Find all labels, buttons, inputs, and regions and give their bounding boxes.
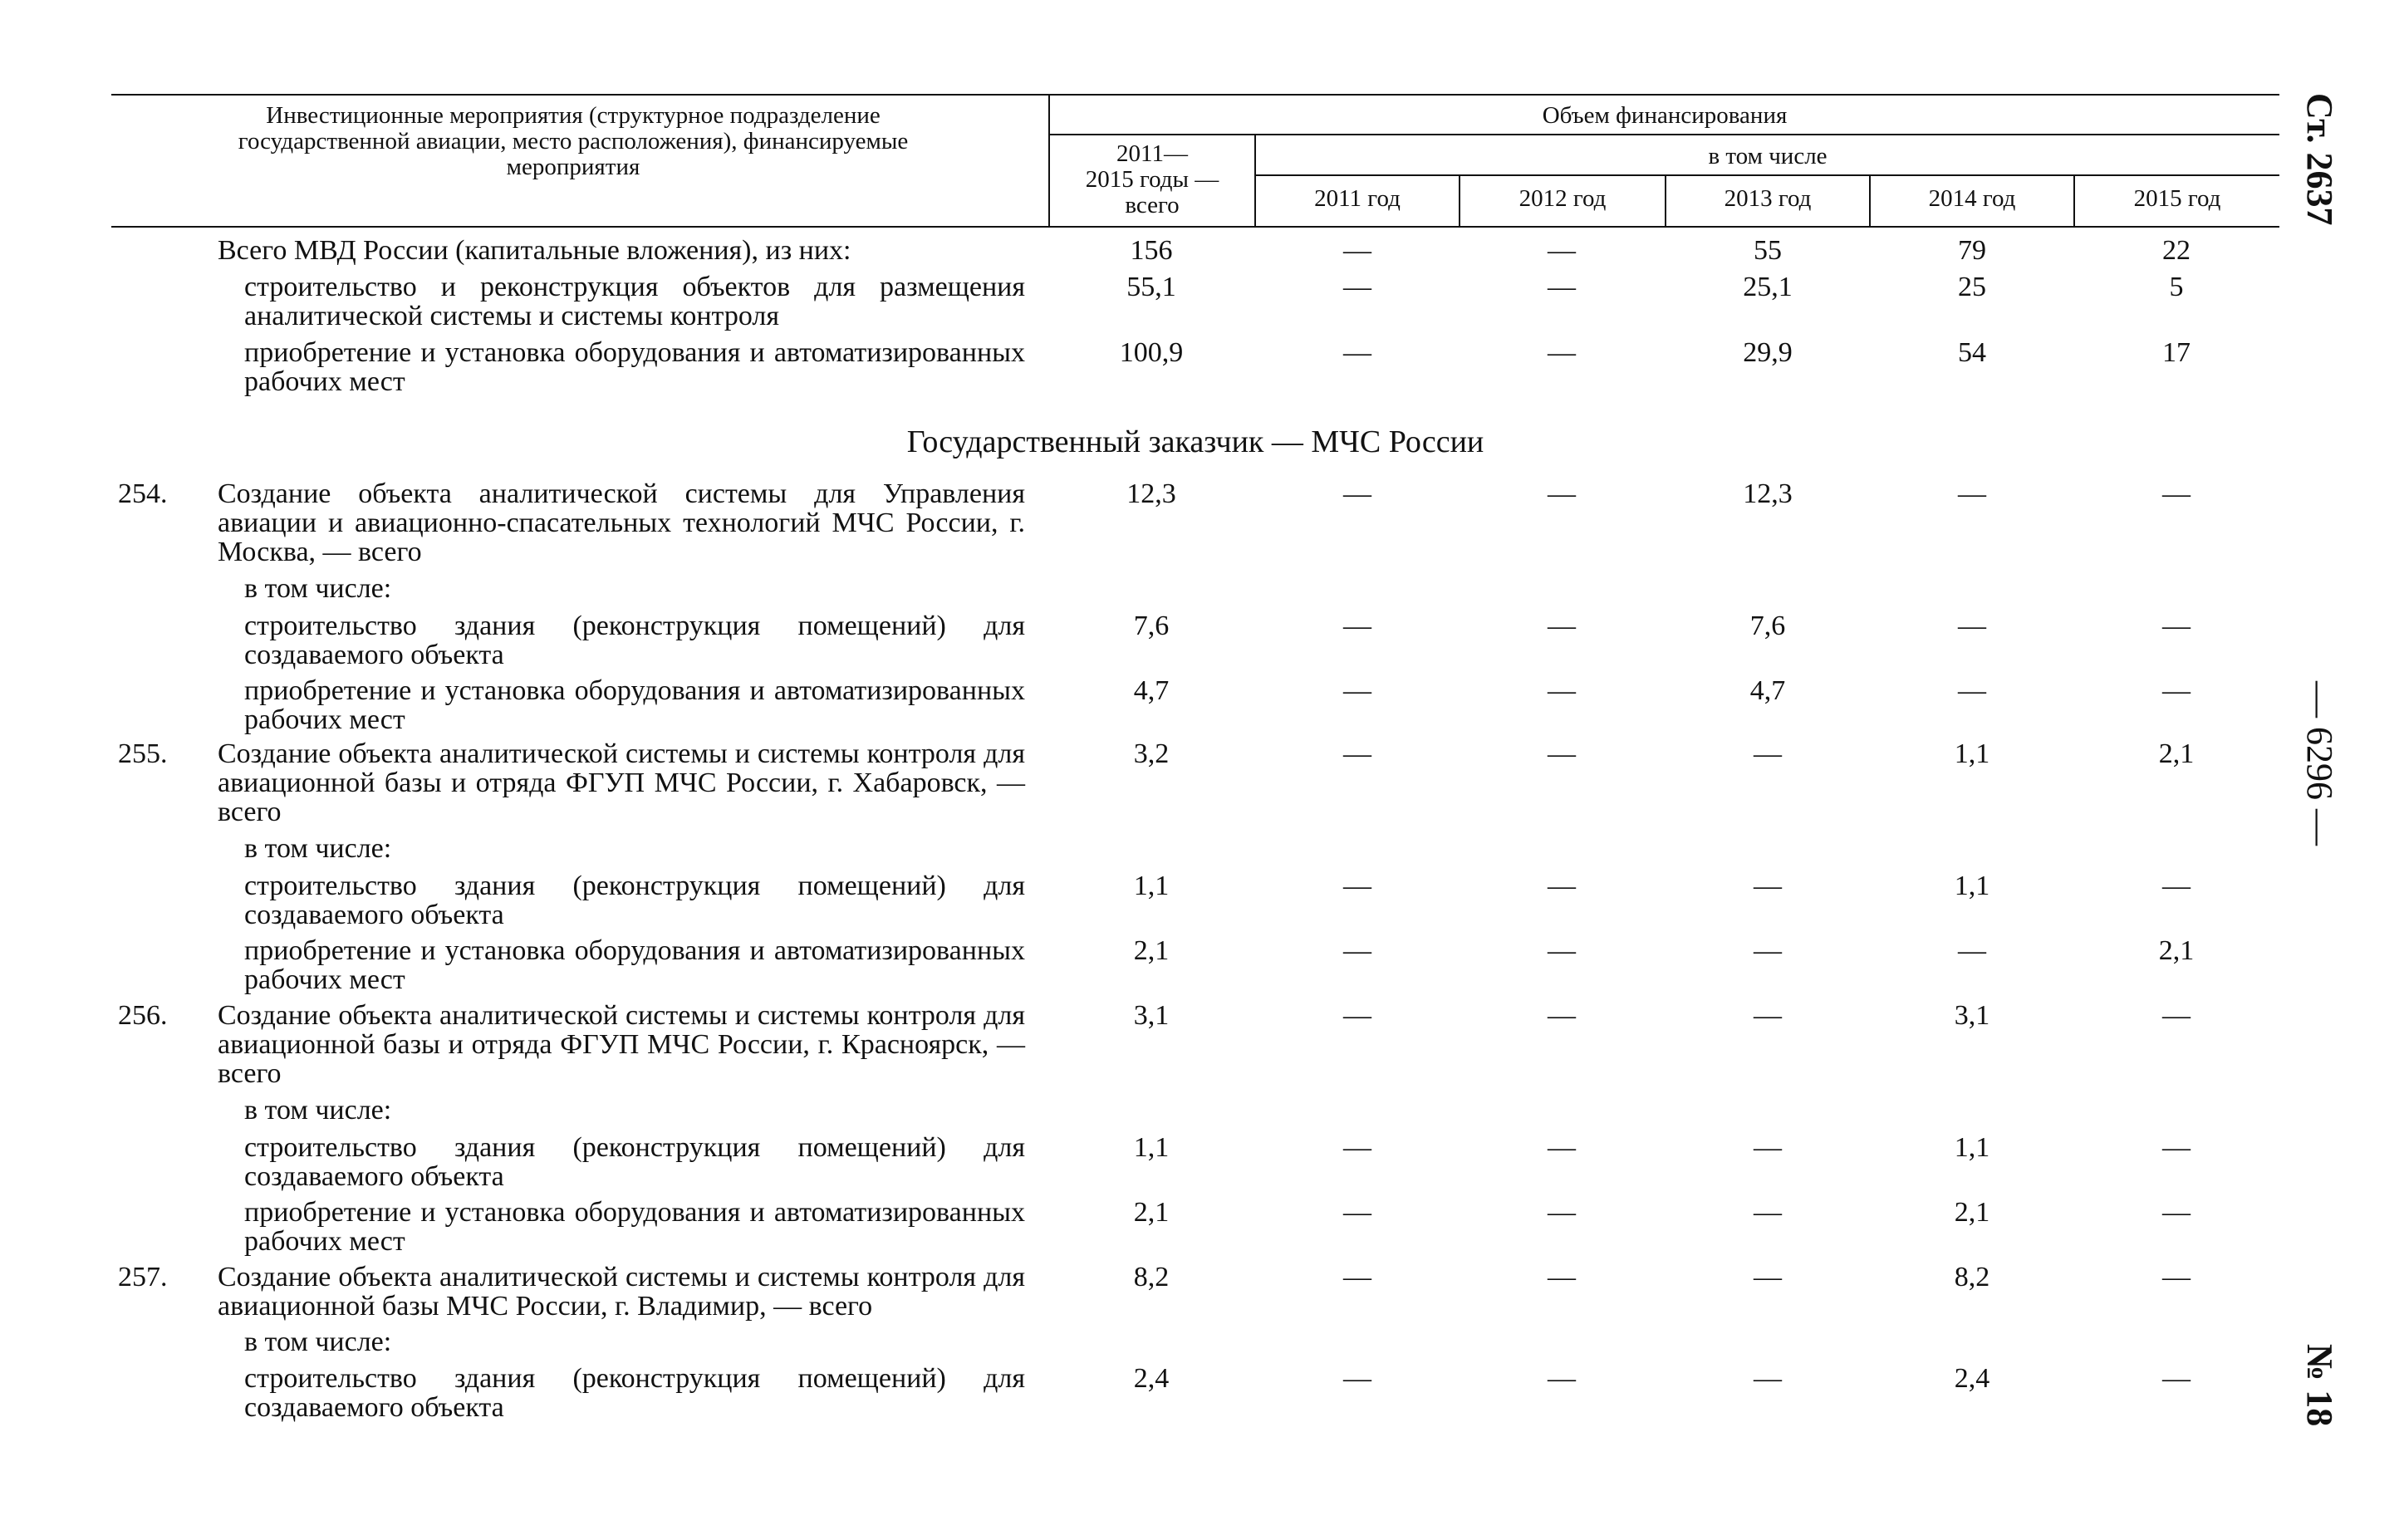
row-2014: 1,1 [1954, 738, 1990, 769]
row-2012: — [1548, 871, 1576, 901]
row-2014: — [1958, 935, 1986, 966]
row-2015: 2,1 [2158, 935, 2195, 966]
row-2012: — [1548, 1000, 1576, 1031]
row-2013: — [1754, 1197, 1782, 1228]
row-2015: 2,1 [2158, 738, 2195, 769]
side-page-ref: Ст. 2637 [2299, 93, 2340, 226]
row-2015: — [2162, 871, 2191, 901]
row-2015: 22 [2162, 235, 2191, 266]
including-rule [1254, 174, 2279, 176]
row-2013: 29,9 [1743, 337, 1793, 368]
header-year-2014: 2014 год [1928, 185, 2016, 212]
row-2011: — [1343, 871, 1371, 901]
row-2014: — [1958, 675, 1986, 706]
row-2014: 79 [1958, 235, 1986, 266]
row-text: Создание объекта аналитической системы и системы контроля для авиационной базы и отряда ФГУП МЧС России, г. Хабаровск, — всего [218, 738, 1025, 827]
row-2011: — [1343, 935, 1371, 966]
row-2011: — [1343, 235, 1371, 266]
row-2014: 2,4 [1954, 1363, 1990, 1394]
header-total-line3: всего [1125, 192, 1180, 218]
row-2014: 54 [1958, 337, 1986, 368]
row-text: Создание объекта аналитической системы для Управления авиации и авиационно-спасательных технологий МЧС России, г. Москва, — всего [218, 478, 1025, 567]
row-2012: — [1548, 1262, 1576, 1292]
row-2012: — [1548, 235, 1576, 266]
row-text: Всего МВД России (капитальные вложения), из них: [218, 235, 851, 266]
row-2012: — [1548, 611, 1576, 641]
row-total: 4,7 [1133, 675, 1170, 706]
row-2015: — [2162, 1132, 2191, 1163]
row-total: 3,1 [1133, 1000, 1170, 1031]
row-total: 2,1 [1133, 935, 1170, 966]
row-2014: — [1958, 611, 1986, 641]
header-year-2012: 2012 год [1518, 185, 1607, 212]
row-text: строительство и реконструкция объектов для размещения аналитической системы и системы контроля [244, 272, 1025, 331]
row-text: приобретение и установка оборудования и автоматизированных рабочих мест [244, 675, 1025, 735]
row-total: 3,2 [1133, 738, 1170, 769]
row-2013: — [1754, 1000, 1782, 1031]
row-text-including: в том числе: [244, 1095, 392, 1126]
header-year-2013: 2013 год [1724, 185, 1812, 212]
header-bottom-rule [111, 226, 2279, 228]
row-text: приобретение и установка оборудования и автоматизированных рабочих мест [244, 337, 1025, 397]
row-total: 1,1 [1133, 1132, 1170, 1163]
row-2013: — [1754, 1132, 1782, 1163]
row-total: 8,2 [1133, 1262, 1170, 1292]
header-total-line2: 2015 годы — [1085, 166, 1219, 193]
row-total: 2,4 [1133, 1363, 1170, 1394]
row-total: 1,1 [1133, 871, 1170, 901]
row-2015: — [2162, 1262, 2191, 1292]
header-measures: Инвестиционные мероприятия (структурное подразделение государственной авиации, место расположения), финансируемые мероприятия [238, 102, 909, 180]
row-2013: — [1754, 1363, 1782, 1394]
row-2015: — [2162, 611, 2191, 641]
row-2014: 2,1 [1954, 1197, 1990, 1228]
row-text: Создание объекта аналитической системы и системы контроля для авиационной базы и отряда ФГУП МЧС России, г. Красноярск, — всего [218, 1000, 1025, 1089]
row-2013: 4,7 [1749, 675, 1786, 706]
row-text: Создание объекта аналитической системы и системы контроля для авиационной базы МЧС России, г. Владимир, — всего [218, 1262, 1025, 1322]
row-2011: — [1343, 478, 1371, 509]
row-2015: — [2162, 1000, 2191, 1031]
row-2011: — [1343, 1262, 1371, 1292]
row-number: 254. [118, 478, 168, 509]
header-year-2015: 2015 год [2133, 185, 2221, 212]
row-text: строительство здания (реконструкция помещений) для создаваемого объекта [244, 871, 1025, 930]
row-total: 2,1 [1133, 1197, 1170, 1228]
row-2013: — [1754, 1262, 1782, 1292]
row-total: 156 [1130, 235, 1173, 266]
row-text: строительство здания (реконструкция помещений) для создаваемого объекта [244, 1363, 1025, 1423]
row-2011: — [1343, 1000, 1371, 1031]
row-2013: — [1754, 871, 1782, 901]
side-page-number: — 6296 — [2299, 681, 2340, 846]
row-2012: — [1548, 337, 1576, 368]
row-2012: — [1548, 738, 1576, 769]
row-2012: — [1548, 478, 1576, 509]
side-issue: № 18 [2299, 1344, 2340, 1427]
section-heading: Государственный заказчик — МЧС России [906, 424, 1484, 459]
row-2011: — [1343, 675, 1371, 706]
row-2014: — [1958, 478, 1986, 509]
row-total: 55,1 [1126, 272, 1176, 302]
row-2015: 17 [2162, 337, 2191, 368]
row-text-including: в том числе: [244, 1327, 392, 1357]
header-year-2011: 2011 год [1314, 185, 1401, 212]
row-text: приобретение и установка оборудования и автоматизированных рабочих мест [244, 1197, 1025, 1257]
row-2014: 1,1 [1954, 871, 1990, 901]
row-2012: — [1548, 1363, 1576, 1394]
row-total: 7,6 [1133, 611, 1170, 641]
row-2014: 25 [1958, 272, 1986, 302]
row-2014: 1,1 [1954, 1132, 1990, 1163]
row-2011: — [1343, 738, 1371, 769]
row-2013: — [1754, 738, 1782, 769]
row-2012: — [1548, 675, 1576, 706]
header-total-line1: 2011— [1116, 140, 1188, 167]
row-2011: — [1343, 272, 1371, 302]
row-2015: 5 [2169, 272, 2184, 302]
row-total: 100,9 [1119, 337, 1184, 368]
row-2014: 8,2 [1954, 1262, 1990, 1292]
header-including: в том числе [1708, 143, 1828, 169]
row-2014: 3,1 [1954, 1000, 1990, 1031]
row-text: приобретение и установка оборудования и автоматизированных рабочих мест [244, 935, 1025, 995]
row-2013: 25,1 [1743, 272, 1793, 302]
row-2013: 12,3 [1743, 478, 1793, 509]
row-2015: — [2162, 675, 2191, 706]
row-2011: — [1343, 1363, 1371, 1394]
row-number: 257. [118, 1262, 168, 1292]
header-funding: Объем финансирования [1542, 102, 1788, 129]
row-2015: — [2162, 1197, 2191, 1228]
row-text-including: в том числе: [244, 573, 392, 604]
row-2015: — [2162, 478, 2191, 509]
funding-rule [1048, 134, 2279, 135]
row-2013: 7,6 [1749, 611, 1786, 641]
row-2013: — [1754, 935, 1782, 966]
row-text: строительство здания (реконструкция помещений) для создаваемого объекта [244, 1132, 1025, 1192]
row-2011: — [1343, 611, 1371, 641]
row-2012: — [1548, 272, 1576, 302]
row-text: строительство здания (реконструкция помещений) для создаваемого объекта [244, 611, 1025, 670]
header-total [1050, 141, 1254, 218]
row-number: 256. [118, 1000, 168, 1031]
row-2012: — [1548, 935, 1576, 966]
row-2013: 55 [1754, 235, 1782, 266]
row-2012: — [1548, 1132, 1576, 1163]
table-top-rule [111, 94, 2279, 96]
row-total: 12,3 [1126, 478, 1176, 509]
row-2011: — [1343, 337, 1371, 368]
row-text-including: в том числе: [244, 833, 392, 864]
row-number: 255. [118, 738, 168, 769]
row-2011: — [1343, 1197, 1371, 1228]
row-2015: — [2162, 1363, 2191, 1394]
row-2011: — [1343, 1132, 1371, 1163]
row-2012: — [1548, 1197, 1576, 1228]
